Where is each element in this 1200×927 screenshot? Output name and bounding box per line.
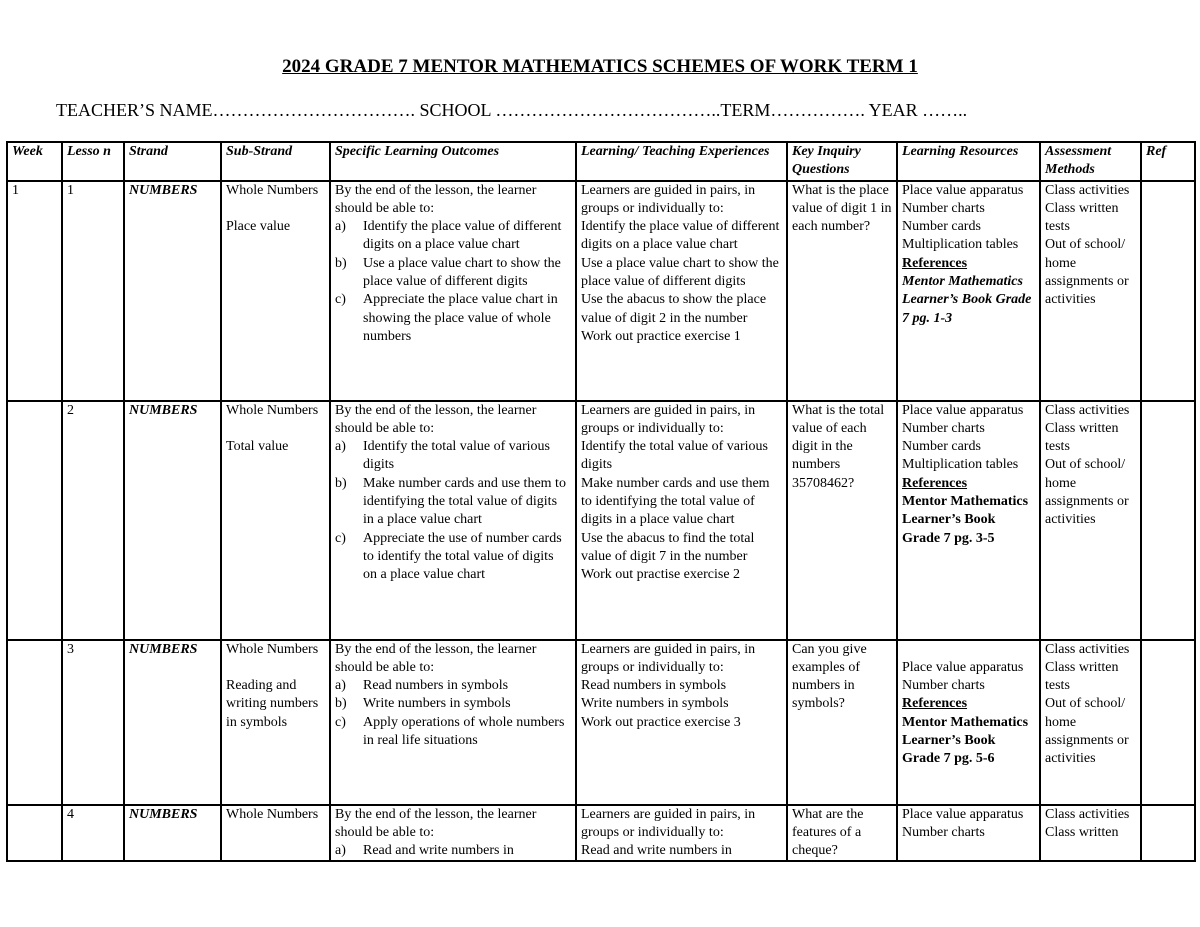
assessment-item: Class activities bbox=[1045, 641, 1130, 657]
outcomes-intro: By the end of the lesson, the learner should be able to: bbox=[335, 182, 537, 216]
outcomes-intro: By the end of the lesson, the learner should be able to: bbox=[335, 641, 537, 675]
outcome-item: b) Write numbers in symbols bbox=[335, 696, 511, 712]
references-heading: References bbox=[902, 255, 968, 271]
ref-cell bbox=[1141, 805, 1195, 861]
strand-cell: NUMBERS bbox=[124, 640, 221, 805]
teacher-info-line: TEACHER’S NAME……………………………. SCHOOL ………………………………..TERM……………. YEAR …….. bbox=[56, 100, 968, 120]
assessment-item: Class activities bbox=[1045, 182, 1130, 198]
assessment-item: Class activities bbox=[1045, 402, 1130, 418]
references-heading: References bbox=[902, 696, 968, 712]
scheme-of-work-table bbox=[6, 141, 1196, 862]
strand-cell: NUMBERS bbox=[124, 181, 221, 401]
outcome-item: a) Read and write numbers in bbox=[335, 843, 514, 859]
assessment-item: Out of school/ home assignments or activities bbox=[1045, 457, 1129, 528]
week-cell bbox=[7, 401, 62, 640]
header-teaching-experiences: Learning/ Teaching Experiences bbox=[576, 142, 787, 181]
teaching-experiences-cell bbox=[576, 181, 787, 401]
ref-cell bbox=[1141, 640, 1195, 805]
experience-line: Use a place value chart to show the place value of different digits bbox=[581, 255, 779, 290]
assessment-item: Class written bbox=[1045, 824, 1119, 840]
teaching-experiences-cell bbox=[576, 805, 787, 861]
references-text: Mentor Mathematics Learner’s Book Grade 7 pg. 5-6 bbox=[902, 714, 1029, 767]
header-ref: Ref bbox=[1141, 142, 1195, 181]
header-row bbox=[7, 142, 1195, 181]
resource-item: Number charts bbox=[902, 824, 985, 840]
outcome-item: c) Appreciate the use of number cards to identify the total value of digits on a place value chart bbox=[335, 530, 562, 583]
experience-line: Learners are guided in pairs, in groups or individually to: bbox=[581, 182, 756, 216]
outcome-item: b) Make number cards and use them to identifying the total value of digits in a place value chart bbox=[335, 475, 566, 528]
assessment-item: Class activities bbox=[1045, 806, 1130, 822]
inquiry-questions-cell: What is the place value of digit 1 in each number? bbox=[787, 181, 897, 401]
lesson-cell: 1 bbox=[62, 181, 124, 401]
week-cell: 1 bbox=[7, 181, 62, 401]
substrand-name: Whole Numbers bbox=[226, 402, 319, 418]
header-strand: Strand bbox=[124, 142, 221, 181]
experience-line: Write numbers in symbols bbox=[581, 696, 729, 712]
outcome-item: c) Apply operations of whole numbers in real life situations bbox=[335, 714, 565, 749]
table-row bbox=[7, 181, 1195, 401]
table-row bbox=[7, 401, 1195, 640]
outcome-item: a) Identify the place value of different digits on a place value chart bbox=[335, 219, 562, 253]
resource-item: Number charts bbox=[902, 420, 985, 436]
substrand-name: Whole Numbers bbox=[226, 641, 319, 657]
table-row bbox=[7, 640, 1195, 805]
lesson-cell: 3 bbox=[62, 640, 124, 805]
assessment-item: Class written tests bbox=[1045, 420, 1119, 455]
inquiry-question-text: What are the features of a cheque? bbox=[792, 806, 864, 859]
header-substrand: Sub-Strand bbox=[221, 142, 330, 181]
learning-outcomes-cell bbox=[330, 181, 576, 401]
teaching-experiences-cell bbox=[576, 401, 787, 640]
experience-line: Identify the total value of various digits bbox=[581, 439, 768, 473]
header-assessment-methods: Assessment Methods bbox=[1040, 142, 1141, 181]
inquiry-questions-cell bbox=[787, 805, 897, 861]
assessment-item: Out of school/ home assignments or activities bbox=[1045, 237, 1129, 308]
table-row bbox=[7, 805, 1195, 861]
week-cell bbox=[7, 640, 62, 805]
outcome-item: a) Read numbers in symbols bbox=[335, 678, 509, 694]
ref-cell bbox=[1141, 181, 1195, 401]
references-heading: References bbox=[902, 475, 968, 491]
learning-resources-cell bbox=[897, 805, 1040, 861]
outcome-item: b) Use a place value chart to show the place value of different digits bbox=[335, 255, 561, 290]
experience-line: Work out practice exercise 3 bbox=[581, 714, 741, 730]
assessment-methods-cell bbox=[1040, 805, 1141, 861]
experience-line: Learners are guided in pairs, in groups or individually to: bbox=[581, 402, 756, 436]
resource-item: Number charts bbox=[902, 200, 985, 216]
learning-outcomes-cell bbox=[330, 401, 576, 640]
resource-item: Number charts bbox=[902, 678, 985, 694]
header-inquiry-questions: Key Inquiry Questions bbox=[787, 142, 897, 181]
resource-item: Place value apparatus bbox=[902, 806, 1024, 822]
document-title: 2024 GRADE 7 MENTOR MATHEMATICS SCHEMES OF WORK TERM 1 bbox=[282, 56, 918, 77]
substrand-name: Whole Numbers bbox=[226, 182, 319, 198]
strand-cell: NUMBERS bbox=[124, 401, 221, 640]
header-week: Week bbox=[7, 142, 62, 181]
substrand-topic: Place value bbox=[226, 219, 291, 235]
outcomes-intro: By the end of the lesson, the learner should be able to: bbox=[335, 806, 537, 840]
substrand-cell bbox=[221, 401, 330, 640]
assessment-methods-cell bbox=[1040, 640, 1141, 805]
header-learning-outcomes: Specific Learning Outcomes bbox=[330, 142, 576, 181]
experience-line: Read and write numbers in bbox=[581, 843, 732, 859]
learning-resources-cell bbox=[897, 640, 1040, 805]
substrand-name: Whole Numbers bbox=[226, 806, 319, 822]
lesson-cell: 4 bbox=[62, 805, 124, 861]
assessment-item: Out of school/ home assignments or activities bbox=[1045, 696, 1129, 767]
assessment-methods-cell bbox=[1040, 181, 1141, 401]
substrand-topic: Total value bbox=[226, 439, 289, 455]
header-lesson: Lesso n bbox=[62, 142, 124, 181]
experience-line: Learners are guided in pairs, in groups or individually to: bbox=[581, 641, 756, 675]
ref-cell bbox=[1141, 401, 1195, 640]
learning-resources-cell bbox=[897, 181, 1040, 401]
substrand-cell bbox=[221, 640, 330, 805]
assessment-item: Class written tests bbox=[1045, 200, 1119, 235]
header-learning-resources: Learning Resources bbox=[897, 142, 1040, 181]
inquiry-questions-cell: Can you give examples of numbers in symbols? bbox=[787, 640, 897, 805]
assessment-item: Class written tests bbox=[1045, 659, 1119, 694]
week-cell bbox=[7, 805, 62, 861]
experience-line: Read numbers in symbols bbox=[581, 678, 727, 694]
learning-resources-cell bbox=[897, 401, 1040, 640]
experience-line: Work out practise exercise 2 bbox=[581, 567, 741, 583]
outcome-item: a) Identify the total value of various digits bbox=[335, 439, 550, 473]
experience-line: Use the abacus to show the place value of digit 2 in the number bbox=[581, 292, 767, 326]
resource-item: Multiplication tables bbox=[902, 237, 1019, 253]
references-text: Mentor Mathematics Learner’s Book Grade 7 pg. 3-5 bbox=[902, 494, 1029, 546]
experience-line: Learners are guided in pairs, in groups or individually to: bbox=[581, 806, 756, 840]
outcomes-intro: By the end of the lesson, the learner should be able to: bbox=[335, 402, 537, 436]
experience-line: Work out practice exercise 1 bbox=[581, 328, 741, 344]
experience-line: Use the abacus to find the total value of digit 7 in the number bbox=[581, 530, 755, 564]
inquiry-questions-cell: What is the total value of each digit in the numbers 35708462? bbox=[787, 401, 897, 640]
references-text: Mentor Mathematics Learner’s Book Grade 7 pg. 1-3 bbox=[902, 274, 1032, 326]
resource-item: Number cards bbox=[902, 439, 981, 455]
substrand-cell bbox=[221, 805, 330, 861]
strand-cell: NUMBERS bbox=[124, 805, 221, 861]
resource-item: Place value apparatus bbox=[902, 402, 1024, 418]
learning-outcomes-cell bbox=[330, 805, 576, 861]
teaching-experiences-cell bbox=[576, 640, 787, 805]
resource-item: Number cards bbox=[902, 219, 981, 235]
experience-line: Identify the place value of different digits on a place value chart bbox=[581, 219, 780, 253]
resource-item: Place value apparatus bbox=[902, 182, 1024, 198]
experience-line: Make number cards and use them to identifying the total value of digits in a place value chart bbox=[581, 475, 770, 528]
outcome-item: c) Appreciate the place value chart in showing the place value of whole numbers bbox=[335, 292, 558, 344]
lesson-cell: 2 bbox=[62, 401, 124, 640]
learning-outcomes-cell bbox=[330, 640, 576, 805]
substrand-cell bbox=[221, 181, 330, 401]
resource-item: Multiplication tables bbox=[902, 457, 1019, 473]
substrand-topic: Reading and writing numbers in symbols bbox=[226, 678, 319, 730]
resource-item: Place value apparatus bbox=[902, 659, 1024, 675]
assessment-methods-cell bbox=[1040, 401, 1141, 640]
